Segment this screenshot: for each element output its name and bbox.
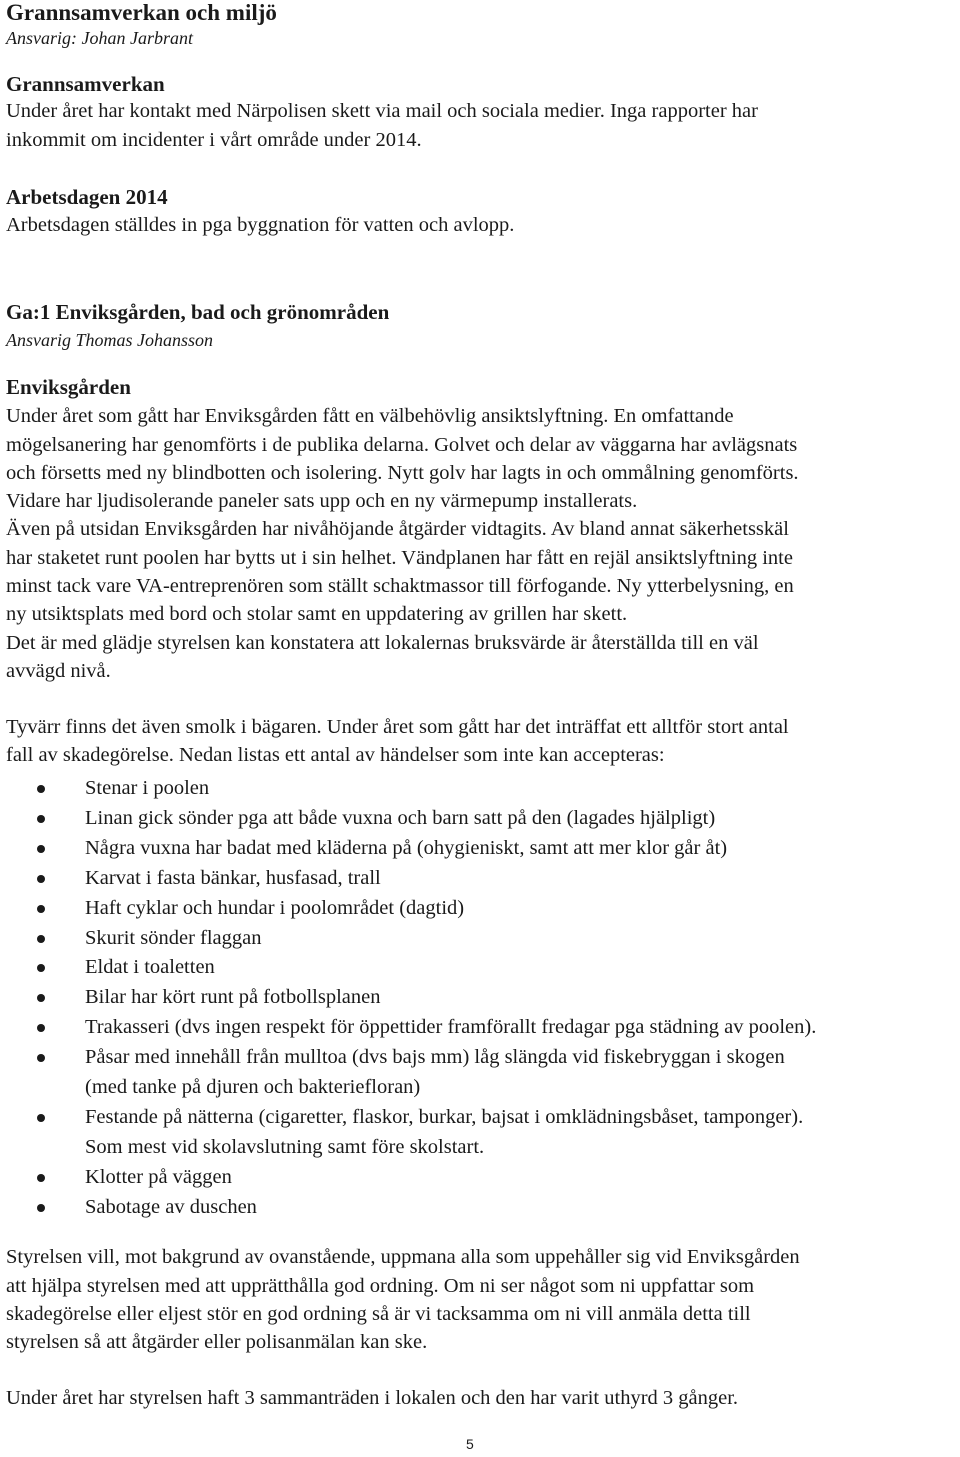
responsible-person: Ansvarig: Johan Jarbrant [6,28,193,48]
bullet-icon [37,875,45,883]
bullet-icon [37,1204,45,1212]
list-item: Karvat i fasta bänkar, husfasad, trall [6,864,960,894]
list-item: Trakasseri (dvs ingen respekt för öppettider framförallt fredagar pga städning av poolen). [6,1013,960,1043]
paragraph-line: Arbetsdagen ställdes in pga byggnation för vatten och avlopp. [6,214,515,236]
bullet-icon [37,1024,45,1032]
paragraph-line: ny utsiktsplats med bord och stolar samt en uppdatering av grillen har skett. [6,603,628,625]
paragraph-line: Under året som gått har Enviksgården fått en välbehövlig ansiktslyftning. En omfattande [6,405,734,427]
paragraph-line: inkommit om incidenter i vårt område under 2014. [6,129,422,151]
list-item: Klotter på väggen [6,1163,960,1193]
list-item: Bilar har kört runt på fotbollsplanen [6,983,960,1013]
section-title-enviksgarden: Ga:1 Enviksgården, bad och grönområden [6,300,390,324]
list-item: Påsar med innehåll från mulltoa (dvs bajs mm) låg slängda vid fiskebryggan i skogen (med tanke på djuren och bakteriefloran) [6,1043,960,1103]
paragraph-line: Även på utsidan Enviksgården har nivåhöjande åtgärder vidtagits. Av bland annat säkerhetsskäl [6,518,789,540]
paragraph-line: styrelsen så att åtgärder eller polisanmälan kan ske. [6,1331,428,1353]
page-number: 5 [466,1436,474,1452]
bullet-icon [37,905,45,913]
bullet-icon [37,994,45,1002]
paragraph-line: och försetts med ny blindbotten och isolering. Nytt golv har lagts in och ommålning genomförts. [6,462,799,484]
bullet-icon [37,1114,45,1122]
list-item: Eldat i toaletten [6,953,960,983]
responsible-person: Ansvarig Thomas Johansson [6,330,214,350]
paragraph-line: Tyvärr finns det även smolk i bägaren. Under året som gått har det inträffat ett alltför stort antal [6,716,789,738]
paragraph-line: Det är med glädje styrelsen kan konstatera att lokalernas bruksvärde är återställda till en väl [6,632,759,654]
paragraph-line: att hjälpa styrelsen med att upprätthålla god ordning. Om ni ser något som ni uppfattar som [6,1275,755,1297]
bullet-icon [37,1174,45,1182]
list-item: Linan gick sönder pga att både vuxna och barn satt på den (lagades hjälpligt) [6,804,960,834]
paragraph-line: Vidare har ljudisolerande paneler sats upp och en ny värmepump installerats. [6,490,638,512]
subheading-enviksgarden: Enviksgården [6,375,131,399]
paragraph-line: Styrelsen vill, mot bakgrund av ovanstående, uppmana alla som uppehåller sig vid Enviksgården [6,1246,800,1268]
paragraph-line: avvägd nivå. [6,660,111,682]
subheading-grannsamverkan: Grannsamverkan [6,72,165,96]
bullet-icon [37,935,45,943]
list-item: Sabotage av duschen [6,1193,960,1223]
bullet-icon [37,845,45,853]
bullet-icon [37,964,45,972]
paragraph-line: Under året har styrelsen haft 3 sammanträden i lokalen och den har varit uthyrd 3 gånger. [6,1387,739,1409]
paragraph-line: mögelsanering har genomförts i de publika delarna. Golvet och delar av väggarna har avlägsnats [6,434,798,456]
subheading-arbetsdagen: Arbetsdagen 2014 [6,185,168,209]
paragraph-line: Under året har kontakt med Närpolisen skett via mail och sociala medier. Inga rapporter har [6,100,758,122]
list-item: Festande på nätterna (cigaretter, flaskor, burkar, bajsat i omklädningsbåset, tamponger). Som mest vid skolavslutning samt före skolstart. [6,1103,960,1163]
bullet-icon [37,785,45,793]
bullet-icon [37,815,45,823]
vandalism-list [6,774,960,1223]
paragraph-line: minst tack vare VA-entreprenören som ställt schaktmassor till förfogande. Ny ytterbelysning, en [6,575,794,597]
bullet-icon [37,1054,45,1062]
paragraph-line: har staketet runt poolen har bytts ut i sin helhet. Vändplanen har fått en rejäl ansiktslyftning inte [6,547,793,569]
list-item: Skurit sönder flaggan [6,924,960,954]
paragraph-line: skadegörelse eller eljest stör en god ordning så är vi tacksamma om ni vill anmäla detta till [6,1303,751,1325]
list-item: Haft cyklar och hundar i poolområdet (dagtid) [6,894,960,924]
list-item: Stenar i poolen [6,774,960,804]
list-item: Några vuxna har badat med kläderna på (ohygieniskt, samt att mer klor går åt) [6,834,960,864]
section-title-grannsamverkan-miljo: Grannsamverkan och miljö [6,0,277,25]
paragraph-line: fall av skadegörelse. Nedan listas ett antal av händelser som inte kan accepteras: [6,744,665,766]
